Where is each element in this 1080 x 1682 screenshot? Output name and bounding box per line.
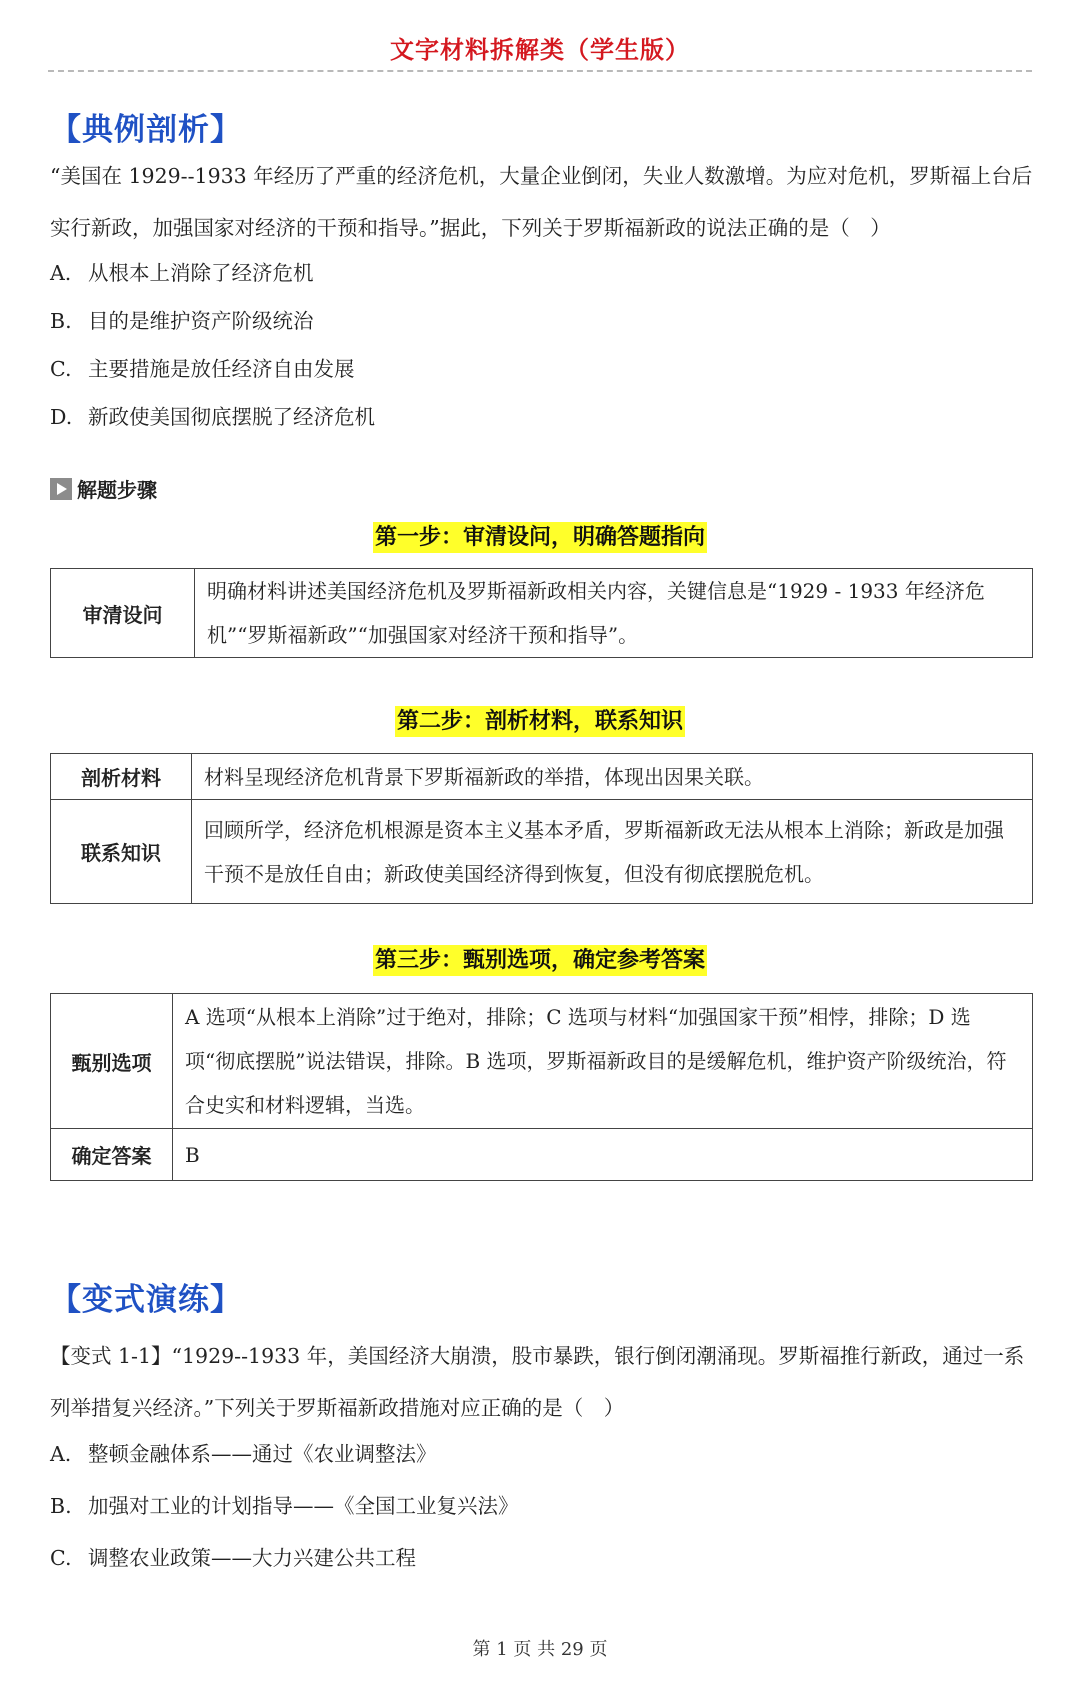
row-body: A 选项“从根本上消除”过于绝对，排除；C 选项与材料“加强国家干预”相悖，排除；D 选项“彻底摆脱”说法错误，排除。B 选项，罗斯福新政目的是缓解危机，维护资产阶级统治，符合史实和材料逻辑，当选。	[173, 994, 1033, 1129]
example-option-b	[50, 306, 314, 336]
variant-option-b	[50, 1491, 519, 1521]
row-head: 确定答案	[51, 1129, 173, 1181]
header-divider	[48, 70, 1032, 72]
row-head: 联系知识	[51, 800, 192, 904]
steps-label-text: 解题步骤	[77, 478, 157, 502]
step1-title	[0, 520, 1080, 551]
option-text: 目的是维护资产阶级统治	[88, 309, 314, 333]
row-body: 回顾所学，经济危机根源是资本主义基本矛盾，罗斯福新政无法从根本上消除；新政是加强干预不是放任自由；新政使美国经济得到恢复，但没有彻底摆脱危机。	[192, 800, 1033, 904]
step3-title-text: 第三步：甄别选项，确定参考答案	[373, 945, 707, 976]
option-letter: C.	[50, 1546, 72, 1570]
row-head: 审清设问	[51, 569, 195, 658]
option-letter: A.	[50, 1442, 72, 1466]
example-option-d	[50, 402, 375, 432]
option-text: 调整农业政策——大力兴建公共工程	[88, 1546, 416, 1570]
variant-option-c	[50, 1543, 416, 1573]
table-row	[51, 994, 1033, 1129]
step3-table	[50, 993, 1033, 1181]
table-row	[51, 754, 1033, 800]
step2-title-text: 第二步：剖析材料，联系知识	[395, 706, 685, 737]
example-question: “美国在 1929--1933 年经历了严重的经济危机，大量企业倒闭，失业人数激增。为应对危机，罗斯福上台后实行新政，加强国家对经济的干预和指导。”据此，下列关于罗斯福新政的说法正确的是（ ）	[50, 164, 1033, 240]
option-text: 从根本上消除了经济危机	[88, 261, 314, 285]
option-letter: B.	[50, 309, 72, 333]
row-head: 甄别选项	[51, 994, 173, 1129]
variant-heading: 【变式演练】	[50, 1282, 242, 1318]
option-letter: D.	[50, 405, 73, 429]
step3-title	[0, 943, 1080, 974]
variant-question: 【变式 1-1】“1929--1933 年，美国经济大崩溃，股市暴跌，银行倒闭潮涌现。罗斯福推行新政，通过一系列举措复兴经济。”下列关于罗斯福新政措施对应正确的是（ ）	[50, 1344, 1025, 1420]
step1-title-text: 第一步：审清设问，明确答题指向	[373, 522, 707, 553]
option-text: 主要措施是放任经济自由发展	[88, 357, 355, 381]
step2-title	[0, 704, 1080, 735]
variant-option-a	[50, 1439, 437, 1469]
row-body: 材料呈现经济危机背景下罗斯福新政的举措，体现出因果关联。	[192, 754, 1033, 800]
option-letter: B.	[50, 1494, 72, 1518]
option-text: 新政使美国彻底摆脱了经济危机	[88, 405, 375, 429]
option-text: 整顿金融体系——通过《农业调整法》	[88, 1442, 437, 1466]
header-title: 文字材料拆解类（学生版）	[390, 36, 690, 64]
option-letter: C.	[50, 357, 72, 381]
table-row	[51, 569, 1033, 658]
example-option-c	[50, 354, 355, 384]
step1-table	[50, 568, 1033, 658]
step2-table	[50, 753, 1033, 904]
example-heading: 【典例剖析】	[50, 112, 242, 148]
table-row	[51, 800, 1033, 904]
row-body: B	[173, 1129, 1033, 1181]
row-body: 明确材料讲述美国经济危机及罗斯福新政相关内容，关键信息是“1929 - 1933 年经济危机”“罗斯福新政”“加强国家对经济干预和指导”。	[195, 569, 1033, 658]
steps-label	[50, 474, 157, 503]
option-letter: A.	[50, 261, 72, 285]
page-number: 第 1 页 共 29 页	[472, 1639, 608, 1660]
row-head: 剖析材料	[51, 754, 192, 800]
option-text: 加强对工业的计划指导——《全国工业复兴法》	[88, 1494, 519, 1518]
table-row	[51, 1129, 1033, 1181]
play-icon	[50, 478, 72, 500]
example-option-a	[50, 258, 314, 288]
